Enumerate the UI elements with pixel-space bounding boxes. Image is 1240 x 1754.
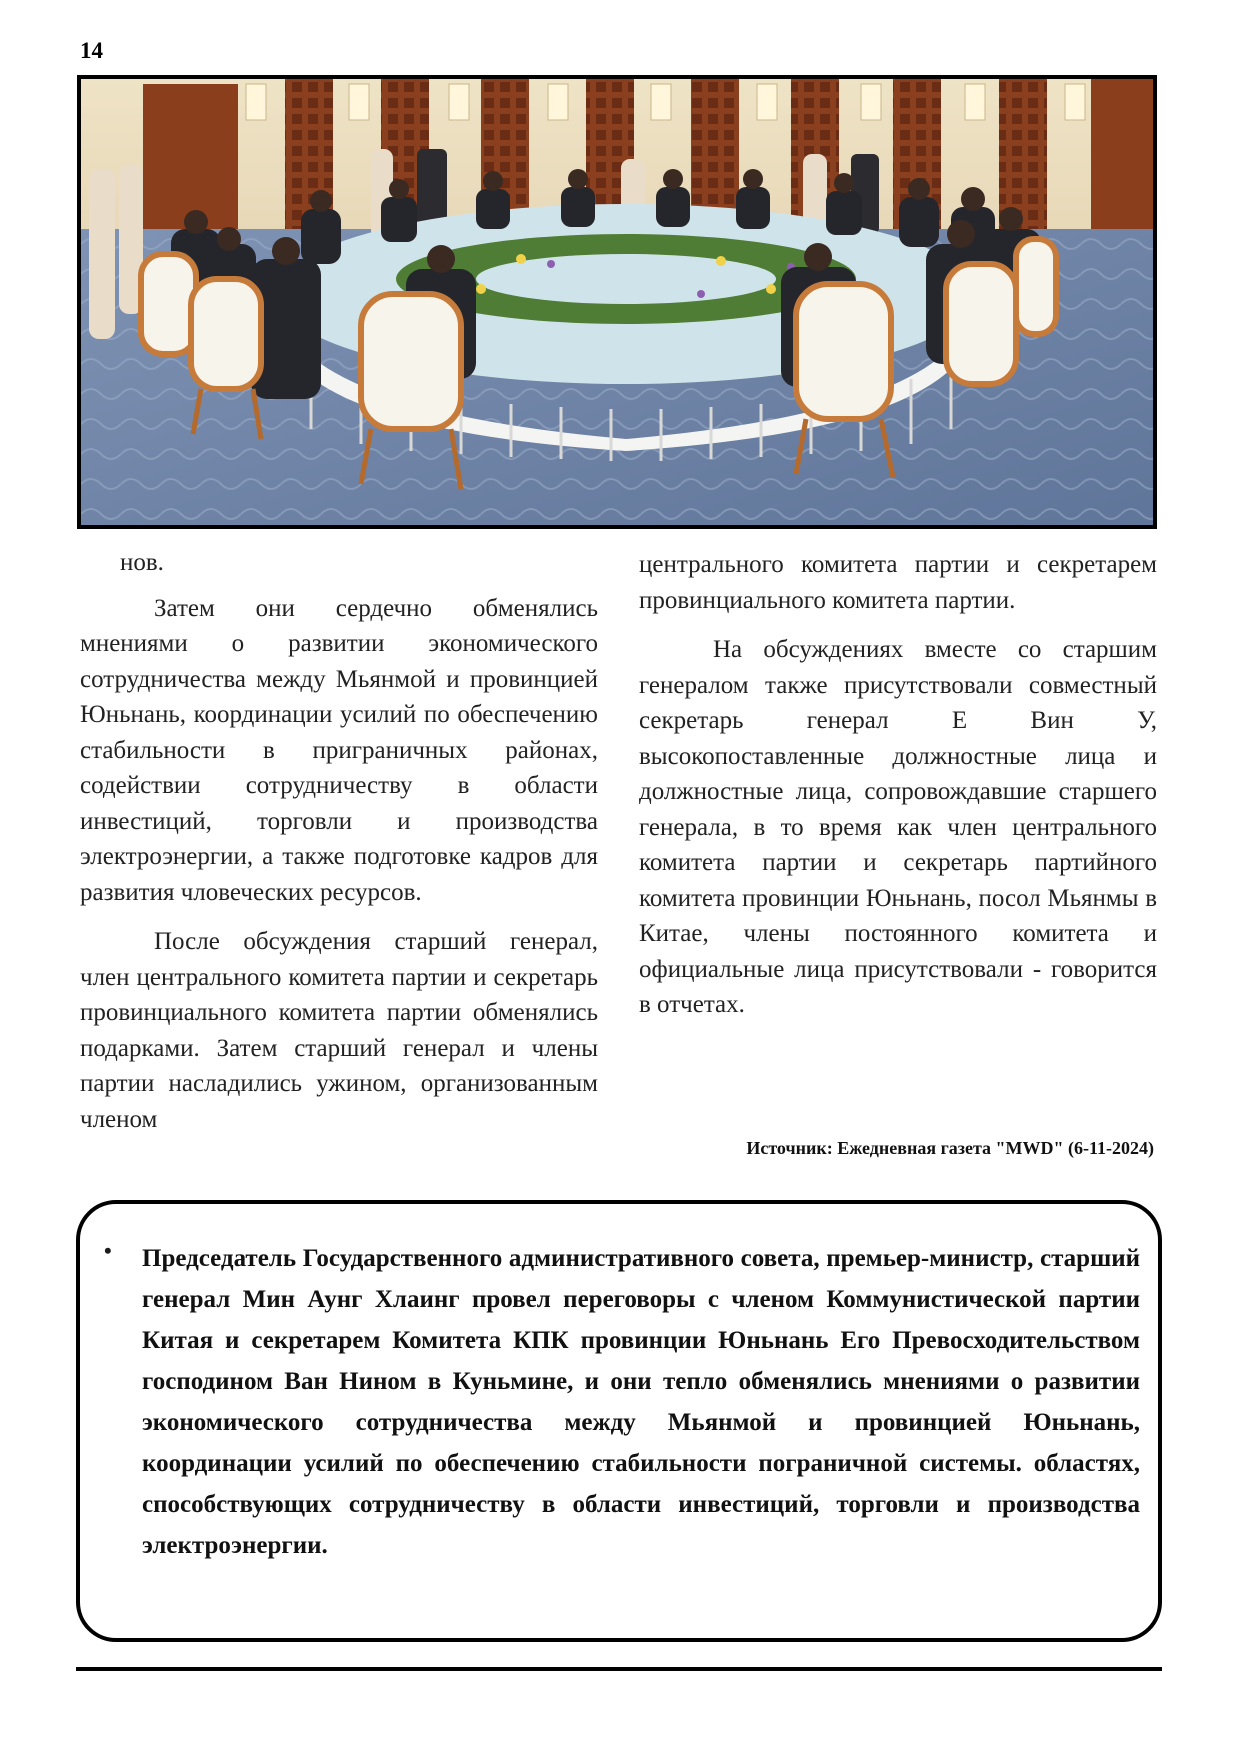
article-left-column — [80, 545, 598, 1151]
source-citation: Источник: Ежедневная газета "MWD" (6-11-2024) — [746, 1138, 1154, 1158]
page-number: 14 — [80, 38, 103, 63]
summary-box — [76, 1200, 1162, 1642]
banquet-illustration — [81, 79, 1153, 525]
chair-front-left — [361, 294, 461, 429]
paragraph-gifts-dinner: После обсуждения старший генерал, член центрального комитета партии и секретарь провинциального комитета партии обменялись подарками. Затем старший генерал и члены партии насладились ужином, организованным членом — [80, 928, 598, 1133]
footer-rule — [76, 1667, 1162, 1671]
paragraph-lead: нов. — [120, 549, 164, 576]
bullet-icon: • — [104, 1238, 112, 1263]
banquet-photo — [77, 75, 1157, 529]
paragraph-attendees: На обсуждениях вместе со старшим генералом также присутствовали совместный секретарь генерал Е Вин У, высокопоставленные должностные лица и должностные лица, сопровождавшие старшего генерала, в то время как член центрального комитета партии и секретарь партийного комитета провинции Юньнань, посол Мьянмы в Китае, члены постоянного комитета и официальные лица присутствовали - говорится в отчетах. — [639, 636, 1157, 1018]
article-right-column — [639, 547, 1157, 1037]
paragraph-continuation: центрального комитета партии и секретарем провинциального комитета партии. — [639, 551, 1157, 614]
summary-text: Председатель Государственного административного совета, премьер-министр, старший генерал Мин Аунг Хлаинг провел переговоры с членом Коммунистической партии Китая и секретарем Комитета КПК провинции Юньнань Его Превосходительством господином Ван Нином в Куньмине, и они тепло обменялись мнениями о развитии экономического сотрудничества между Мьянмой и провинцией Юньнань, координации усилий по обеспечению стабильности пограничной системы. областях, способствующих сотрудничеству в области инвестиций, торговли и производства электроэнергии. — [142, 1245, 1140, 1559]
paragraph-exchange-views: Затем они сердечно обменялись мнениями о развитии экономического сотрудничества между Мьянмой и провинцией Юньнань, координации усилий по обеспечению стабильности в приграничных районах, содействии сотрудничеству в области инвестиций, торговли и производства электроэнергии, а также подготовке кадров для развития чловеческих ресурсов. — [80, 594, 598, 906]
